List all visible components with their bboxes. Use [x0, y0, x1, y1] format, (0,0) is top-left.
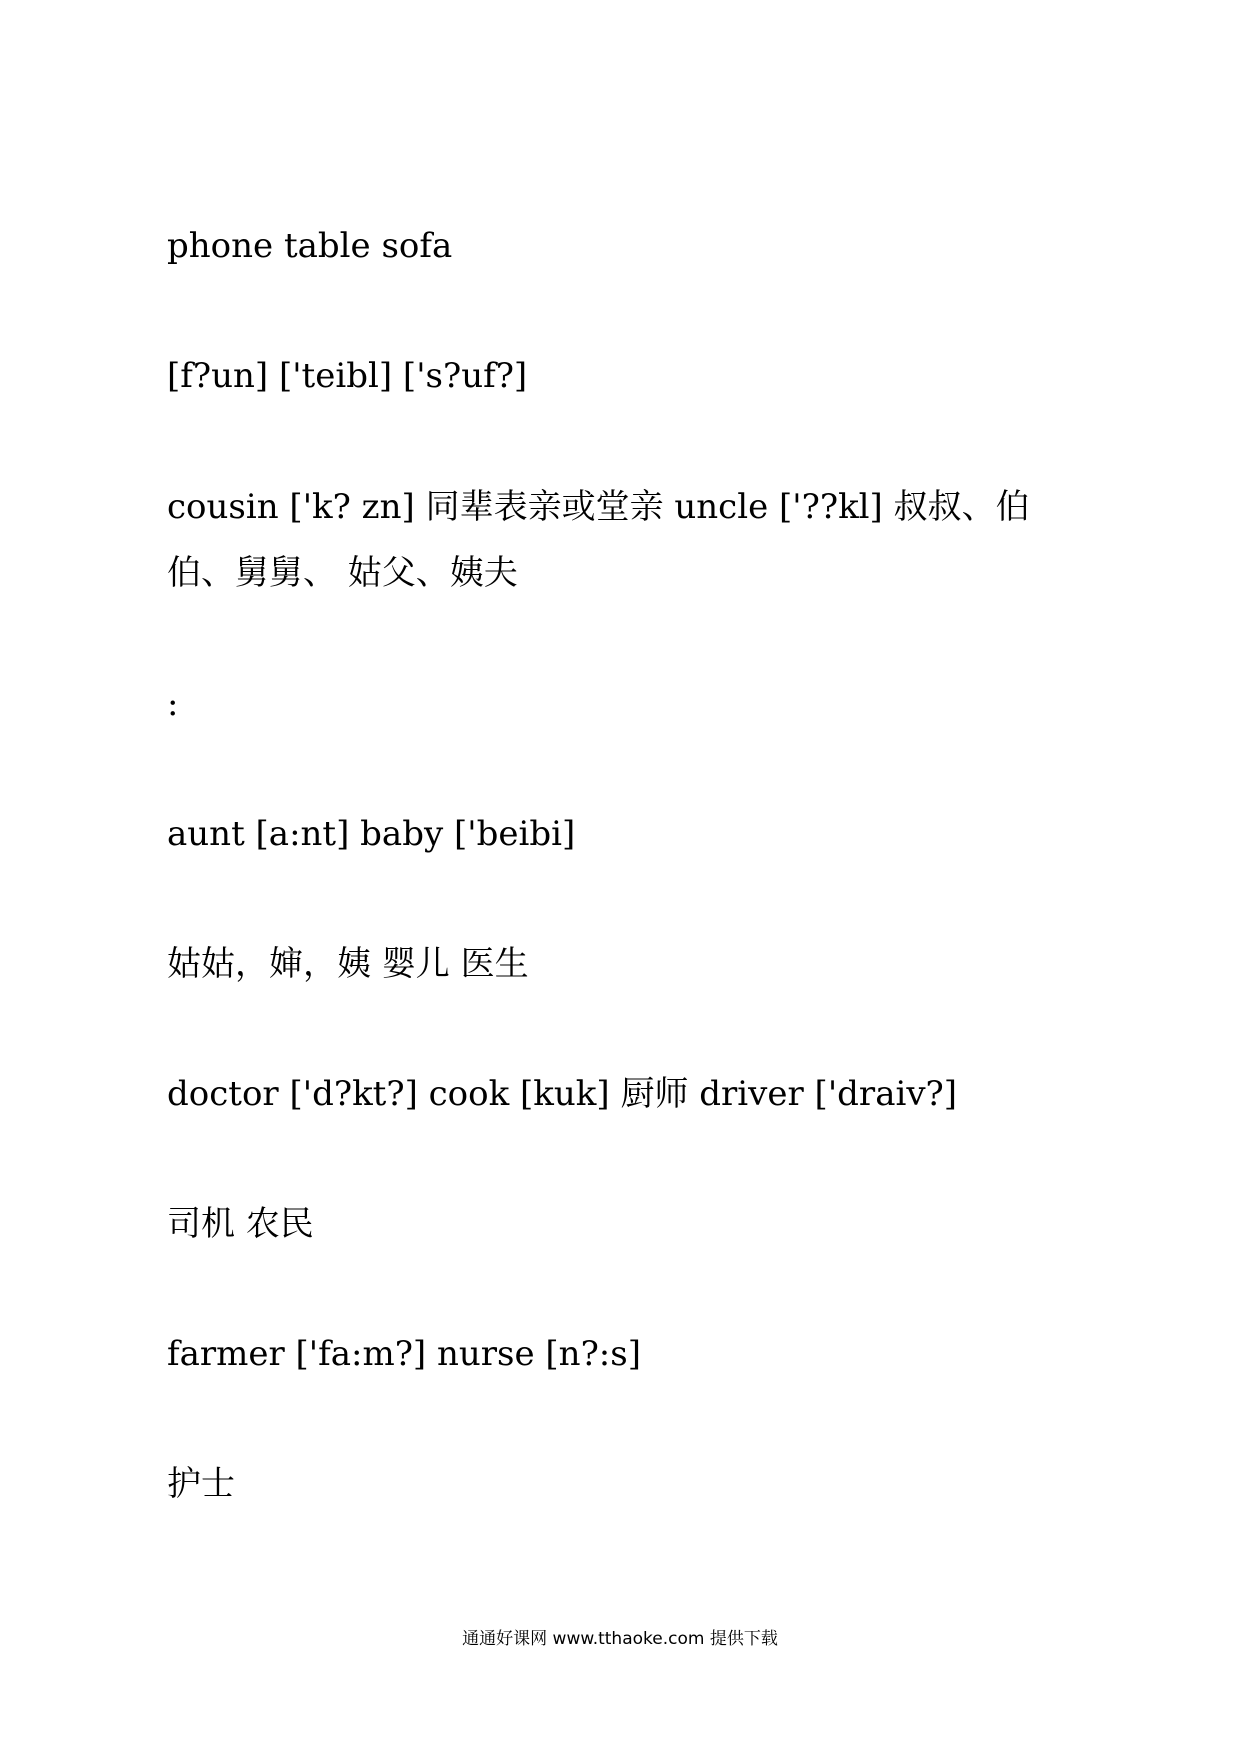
text-line-10: 护士 [167, 1464, 235, 1504]
text-line-4: : [167, 684, 179, 724]
text-line-7: doctor ['d?kt?] cook [kuk] 厨师 driver ['draiv?] [167, 1074, 958, 1114]
text-line-8: 司机 农民 [167, 1204, 314, 1244]
page-footer: 通通好课网 www.tthaoke.com 提供下载 [462, 1629, 778, 1649]
text-line-1: phone table sofa [167, 226, 453, 266]
text-line-6: 姑姑，婶，姨 婴儿 医生 [167, 944, 529, 984]
text-line-9: farmer ['fa:m?] nurse [n?:s] [167, 1334, 641, 1374]
text-line-2: [f?un] ['teibl] ['s?uf?] [167, 356, 528, 396]
text-line-3: cousin ['k? zn] 同辈表亲或堂亲 uncle ['??kl] 叔叔、伯伯、舅舅、 姑父、姨夫 [167, 487, 1030, 593]
text-line-5: aunt [a:nt] baby ['beibi] [167, 814, 576, 854]
